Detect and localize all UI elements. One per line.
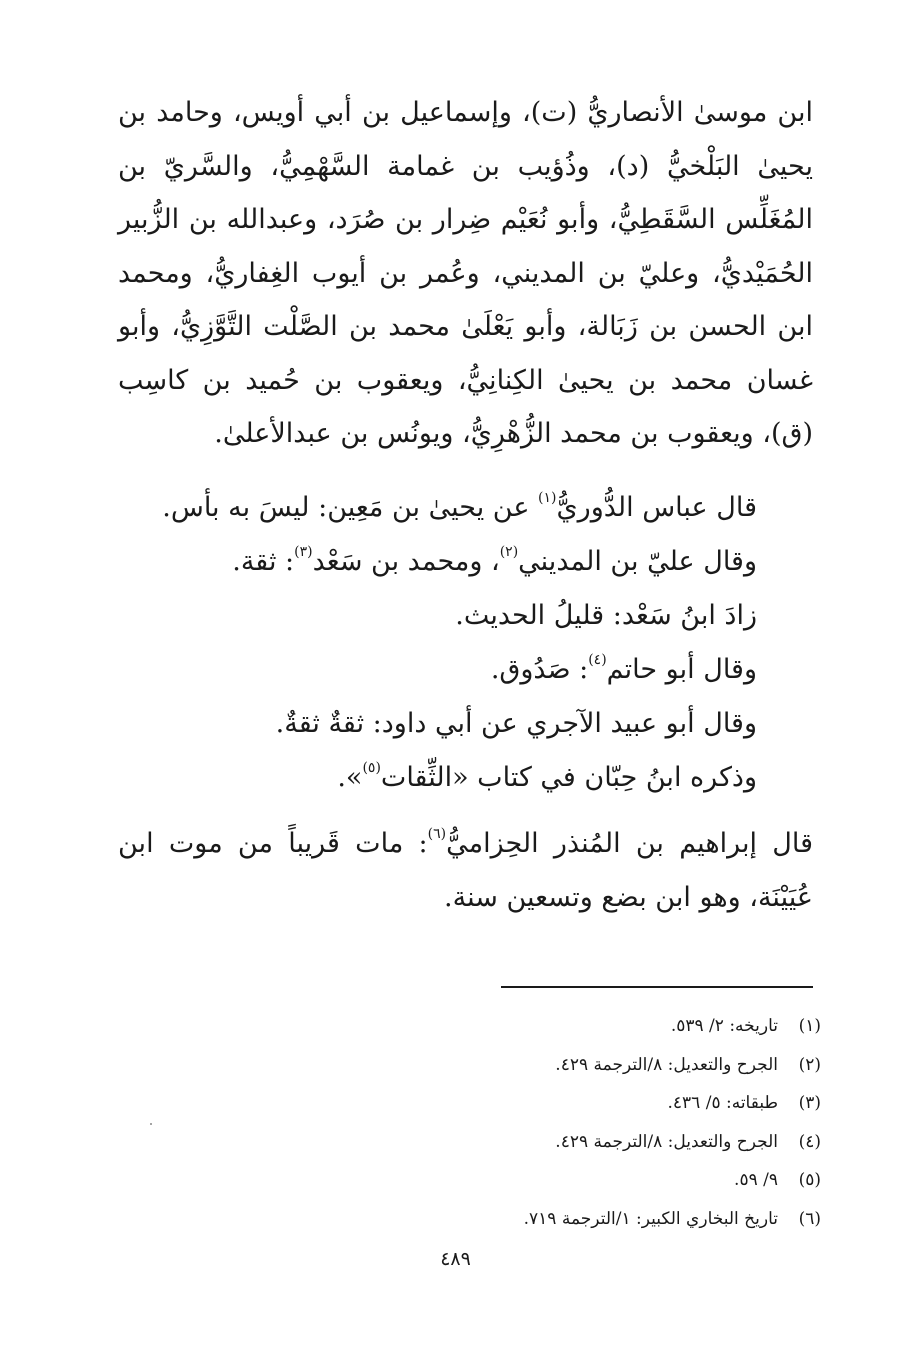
footnote-ref: (٢) [499, 544, 519, 560]
quote-text: : ثقة. [232, 546, 295, 577]
footnote-ref: (٤) [588, 652, 607, 668]
footnote-text: ٩/ ٥٩. [734, 1170, 778, 1190]
paragraph-line: المُغَلِّس السَّقَطِيُّ، وأبو نُعَيْم ضِرار بن صُرَد، وعبدالله بن الزُّبير [118, 204, 813, 235]
footnote-ref: (٥) [362, 760, 381, 776]
quote-line [150, 751, 757, 805]
footnote-divider [501, 986, 813, 988]
paragraph-line: الحُمَيْديُّ، وعليّ بن المديني، وعُمر بن أيوب الغِفاريُّ، ومحمد [118, 257, 813, 289]
quote-text: ، ومحمد بن سَعْد [312, 546, 500, 577]
footnote-number: (٢) [798, 1054, 821, 1075]
quote-line [150, 481, 757, 535]
quote-text: وقال عليّ بن المديني [518, 546, 757, 577]
footnote-item [330, 1007, 821, 1046]
quote-text: : صَدُوق. [490, 654, 589, 685]
quote-text: وذكره ابنُ حِبّان في كتاب «الثِّقات [380, 762, 757, 793]
quote-line [150, 697, 757, 751]
final-paragraph [118, 817, 813, 924]
paragraph-text: : مات قَريباً من موت ابن [118, 828, 428, 859]
footnote-number: (٥) [798, 1170, 821, 1190]
footnote-number: (٤) [798, 1131, 821, 1152]
footnote-number: (٦) [798, 1208, 821, 1229]
footnote-text: تاريخه: ٢/ ٥٣٩. [670, 1016, 778, 1036]
footnote-text: الجرح والتعديل: ٨/الترجمة ٤٢٩. [555, 1054, 778, 1075]
scan-speck [150, 1123, 152, 1125]
footnotes [330, 1007, 821, 1238]
paragraph-line [118, 817, 813, 871]
footnote-item [330, 1200, 821, 1239]
footnote-ref: (١) [538, 490, 557, 506]
quote-line [150, 535, 757, 589]
quote-text: عن يحيىٰ بن مَعِين: ليسَ به بأس. [162, 492, 539, 523]
footnote-text: تاريخ البخاري الكبير: ١/الترجمة ٧١٩. [523, 1208, 778, 1229]
footnote-text: طبقاته: ٥/ ٤٣٦. [667, 1093, 778, 1113]
main-paragraph [118, 86, 813, 461]
quote-text: زادَ ابنُ سَعْد: قليلُ الحديث. [455, 600, 757, 631]
paragraph-line: عُيَيْنَة، وهو ابن بضع وتسعين سنة. [444, 881, 813, 913]
paragraph-line: (ق)، ويعقوب بن محمد الزُّهْرِيُّ، ويونُس بن عبدالأعلىٰ. [214, 418, 813, 449]
footnote-item [330, 1046, 821, 1085]
quote-line [150, 643, 757, 697]
quote-text: ». [337, 762, 363, 793]
footnote-item [330, 1123, 821, 1162]
paragraph-text: قال إبراهيم بن المُنذر الحِزاميُّ [446, 828, 813, 859]
quote-text: قال عباس الدُّوريُّ [556, 492, 757, 523]
paragraph-line: ابن موسىٰ الأنصاريُّ (ت)، وإسماعيل بن أبي أويس، وحامد بن [118, 97, 813, 128]
footnote-ref: (٦) [427, 826, 447, 842]
footnote-item [330, 1161, 821, 1200]
paragraph-line: يحيىٰ البَلْخيُّ (د)، وذُؤيب بن غمامة السَّهْمِيُّ، والسَّريّ بن [118, 150, 813, 182]
paragraph-line: ابن الحسن بن زَبَالة، وأبو يَعْلَىٰ محمد بن الصَّلْت التَّوَّزِيُّ، وأبو [118, 311, 813, 342]
quote-text: وقال أبو حاتم [606, 654, 757, 685]
footnote-ref: (٣) [294, 544, 313, 560]
quote-line [150, 589, 757, 643]
page-number: ٤٨٩ [440, 1248, 471, 1270]
quote-text: وقال أبو عبيد الآجري عن أبي داود: ثقةٌ ثقةٌ. [275, 708, 757, 739]
footnote-text: الجرح والتعديل: ٨/الترجمة ٤٢٩. [555, 1131, 778, 1152]
footnote-number: (٣) [798, 1093, 821, 1113]
footnote-item [330, 1084, 821, 1123]
footnote-number: (١) [798, 1016, 821, 1036]
quotes-block [150, 481, 757, 805]
paragraph-line: غسان محمد بن يحيىٰ الكِنانِيُّ، ويعقوب بن حُميد بن كاسِب [118, 364, 813, 396]
